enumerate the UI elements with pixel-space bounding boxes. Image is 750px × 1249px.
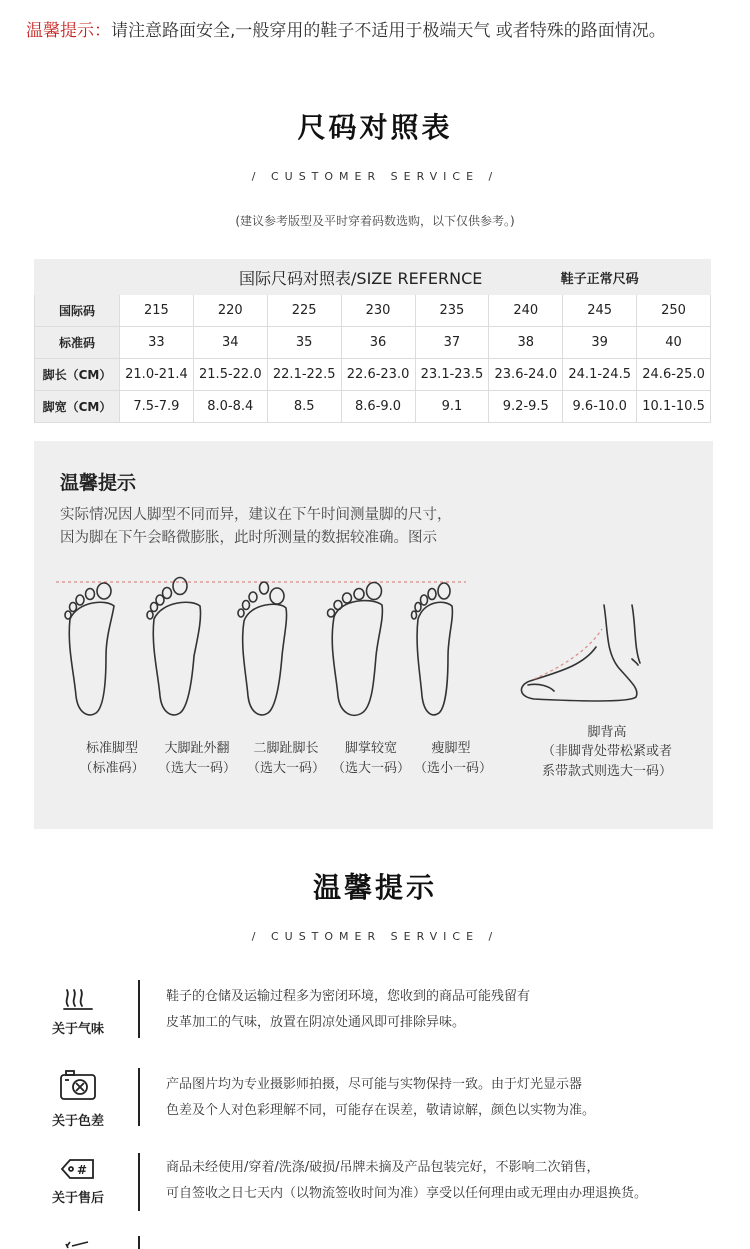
foot-type-advice: （选小一码） xyxy=(413,761,492,776)
table-cell: 34 xyxy=(193,327,267,359)
wide-foot-icon xyxy=(328,583,383,716)
size-chart-subtitle: / CUSTOMER SERVICE / xyxy=(251,170,499,183)
table-cell: 24.6-25.0 xyxy=(637,359,711,391)
foot-type-advice: （选大一码） xyxy=(157,761,236,776)
size-chart-title: 尺码对照表 xyxy=(297,111,453,144)
tips-panel-line1: 实际情况因人脚型不同而异，建议在下午时间测量脚的尺寸， xyxy=(60,507,452,523)
table-cell: 10.1-10.5 xyxy=(637,391,711,423)
table-cell: 23.1-23.5 xyxy=(415,359,489,391)
row-label: 国际码 xyxy=(35,295,120,327)
table-cell: 7.5-7.9 xyxy=(120,391,194,423)
top-notice-label: 温馨提示： xyxy=(26,21,111,41)
table-cell: 215 xyxy=(120,295,194,327)
table-cell: 22.6-23.0 xyxy=(341,359,415,391)
table-cell: 37 xyxy=(415,327,489,359)
table-cell: 9.1 xyxy=(415,391,489,423)
row-label: 标准码 xyxy=(35,327,120,359)
table-cell: 240 xyxy=(489,295,563,327)
instep-advice-line2: 系带款式则选大一码） xyxy=(541,764,672,779)
table-cell: 8.5 xyxy=(267,391,341,423)
note-label: 关于气味 xyxy=(51,1022,104,1037)
tips-panel-title: 温馨提示 xyxy=(60,472,137,494)
size-table xyxy=(34,259,711,423)
row-label: 脚长（CM） xyxy=(35,359,120,391)
foot-type-label: 瘦脚型 xyxy=(431,741,471,756)
foot-type-advice: （标准码） xyxy=(79,761,145,776)
tips-panel-line2: 因为脚在下午会略微膨胀，此时所测量的数据较准确。图示 xyxy=(60,530,437,546)
note-line: 可自签收之日七天内（以物流签收时间为准）享受以任何理由或无理由办理退换货。 xyxy=(166,1186,648,1201)
instep-foot-icon xyxy=(521,605,640,701)
table-row xyxy=(35,295,711,327)
bunion-foot-icon xyxy=(147,578,201,715)
table-cell: 235 xyxy=(415,295,489,327)
size-chart-advice: (建议参考版型及平时穿着码数选购，以下仅供参考。) xyxy=(235,214,515,228)
standard-foot-icon xyxy=(65,583,114,715)
svg-text:#: # xyxy=(77,1163,88,1177)
table-cell: 8.6-9.0 xyxy=(341,391,415,423)
note-line: 商品未经使用/穿着/洗涤/破损/吊牌未摘及产品包装完好，不影响二次销售， xyxy=(166,1160,600,1175)
slim-foot-icon xyxy=(412,583,453,715)
note-item-smell xyxy=(0,980,750,1044)
table-row xyxy=(35,359,711,391)
row-label: 脚宽（CM） xyxy=(35,391,120,423)
note-label: 关于色差 xyxy=(51,1114,104,1129)
table-cell: 39 xyxy=(563,327,637,359)
note-line: 产品图片均为专业摄影师拍摄，尽可能与实物保持一致。由于灯光显示器 xyxy=(166,1077,583,1092)
note-divider xyxy=(138,980,140,1038)
table-cell: 24.1-24.5 xyxy=(563,359,637,391)
table-cell: 245 xyxy=(563,295,637,327)
foot-type-advice: （选大一码） xyxy=(331,761,410,776)
table-cell: 35 xyxy=(267,327,341,359)
table-row xyxy=(35,327,711,359)
top-notice-text: 请注意路面安全,一般穿用的鞋子不适用于极端天气 或者特殊的路面情况。 xyxy=(111,21,666,41)
note-divider xyxy=(138,1068,140,1126)
table-cell: 36 xyxy=(341,327,415,359)
table-cell: 250 xyxy=(637,295,711,327)
table-row xyxy=(35,391,711,423)
table-cell: 38 xyxy=(489,327,563,359)
table-cell: 9.2-9.5 xyxy=(489,391,563,423)
notes-subtitle: / CUSTOMER SERVICE / xyxy=(251,930,499,943)
smell-icon xyxy=(40,984,116,1016)
top-notice xyxy=(26,16,666,41)
tips-panel xyxy=(34,441,713,829)
note-line: 皮革加工的气味，放置在阴凉处通风即可排除异味。 xyxy=(166,1015,466,1030)
table-cell: 225 xyxy=(267,295,341,327)
size-table-header xyxy=(35,260,711,295)
table-cell: 33 xyxy=(120,327,194,359)
foot-type-label: 标准脚型 xyxy=(85,741,138,756)
tag-icon xyxy=(40,1155,116,1187)
note-divider xyxy=(138,1236,140,1249)
note-label: 关于售后 xyxy=(51,1191,104,1206)
note-item-aftersale xyxy=(0,1153,750,1217)
note-item-partial xyxy=(0,1236,750,1249)
note-line: 色差及个人对色彩理解不同，可能存在误差，敬请谅解，颜色以实物为准。 xyxy=(166,1103,596,1118)
sparkle-icon xyxy=(40,1238,116,1249)
table-cell: 9.6-10.0 xyxy=(563,391,637,423)
size-table-note: 鞋子正常尺码 xyxy=(489,260,711,295)
instep-advice-line1: （非脚背处带松紧或者 xyxy=(541,744,672,759)
foot-type-label: 脚掌较宽 xyxy=(344,741,397,756)
long-second-toe-foot-icon xyxy=(238,582,287,715)
table-cell: 40 xyxy=(637,327,711,359)
table-cell: 21.5-22.0 xyxy=(193,359,267,391)
table-cell: 220 xyxy=(193,295,267,327)
table-cell: 23.6-24.0 xyxy=(489,359,563,391)
note-line: 鞋子的仓储及运输过程多为密闭环境，您收到的商品可能残留有 xyxy=(166,989,531,1004)
foot-type-label: 二脚趾脚长 xyxy=(253,741,319,756)
table-cell: 8.0-8.4 xyxy=(193,391,267,423)
table-cell: 230 xyxy=(341,295,415,327)
foot-type-label: 大脚趾外翻 xyxy=(164,741,230,756)
camera-icon xyxy=(40,1068,116,1106)
foot-type-advice: （选大一码） xyxy=(246,761,325,776)
size-table-title: 国际尺码对照表/SIZE REFERNCE xyxy=(35,260,489,295)
instep-label: 脚背高 xyxy=(587,725,627,740)
note-item-color xyxy=(0,1068,750,1132)
note-divider xyxy=(138,1153,140,1211)
table-cell: 21.0-21.4 xyxy=(120,359,194,391)
notes-title: 温馨提示 xyxy=(312,871,437,904)
table-cell: 22.1-22.5 xyxy=(267,359,341,391)
